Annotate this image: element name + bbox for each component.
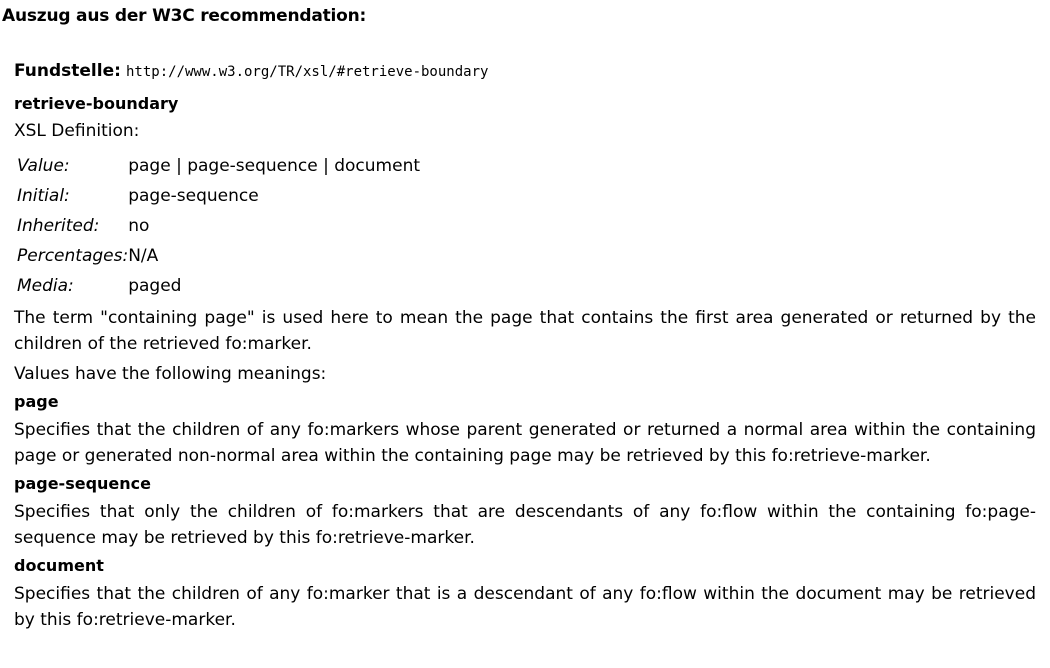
source-url[interactable]: http://www.w3.org/TR/xsl/#retrieve-boundary	[126, 64, 489, 80]
source-line	[14, 58, 1036, 85]
property-name: retrieve-boundary	[14, 94, 179, 113]
value-term-page-sequence: page-sequence	[14, 474, 151, 493]
definition-label: XSL Definition:	[14, 121, 140, 141]
value-desc-page-sequence: Specifies that only the children of fo:markers that are descendants of any fo:flow within the containing fo:page-sequence may be retrieved by this fo:retrieve-marker.	[14, 502, 1036, 548]
value-term-document: document	[14, 556, 104, 575]
intro-paragraph: The term "containing page" is used here to mean the page that contains the first area generated or returned by the children of the retrieved fo:marker.	[14, 308, 1036, 354]
row-val-media: paged	[128, 276, 182, 296]
row-key-initial: Initial:	[17, 186, 70, 206]
table-row	[17, 181, 420, 211]
row-val-initial: page-sequence	[128, 186, 259, 206]
source-label: Fundstelle:	[14, 61, 121, 81]
table-row	[17, 241, 420, 271]
row-key-percentages: Percentages:	[17, 246, 129, 266]
row-val-value: page | page-sequence | document	[128, 156, 421, 176]
excerpt-content	[14, 58, 1036, 633]
table-row	[17, 151, 420, 181]
row-val-inherited: no	[128, 216, 150, 236]
page-heading: Auszug aus der W3C recommendation:	[2, 6, 367, 26]
row-key-inherited: Inherited:	[17, 216, 100, 236]
row-val-percentages: N/A	[128, 246, 159, 266]
row-key-value: Value:	[17, 156, 70, 176]
values-intro: Values have the following meanings:	[14, 364, 327, 384]
property-table	[17, 151, 420, 301]
value-desc-page: Specifies that the children of any fo:markers whose parent generated or returned a normal area within the containing page or generated non-normal area within the containing page may be retrieved by this fo:retrieve-marker.	[14, 420, 1036, 466]
value-desc-document: Specifies that the children of any fo:marker that is a descendant of any fo:flow within the document may be retrieved by this fo:retrieve-marker.	[14, 584, 1036, 630]
table-row	[17, 271, 420, 301]
value-term-page: page	[14, 392, 59, 411]
row-key-media: Media:	[17, 276, 74, 296]
table-row	[17, 211, 420, 241]
